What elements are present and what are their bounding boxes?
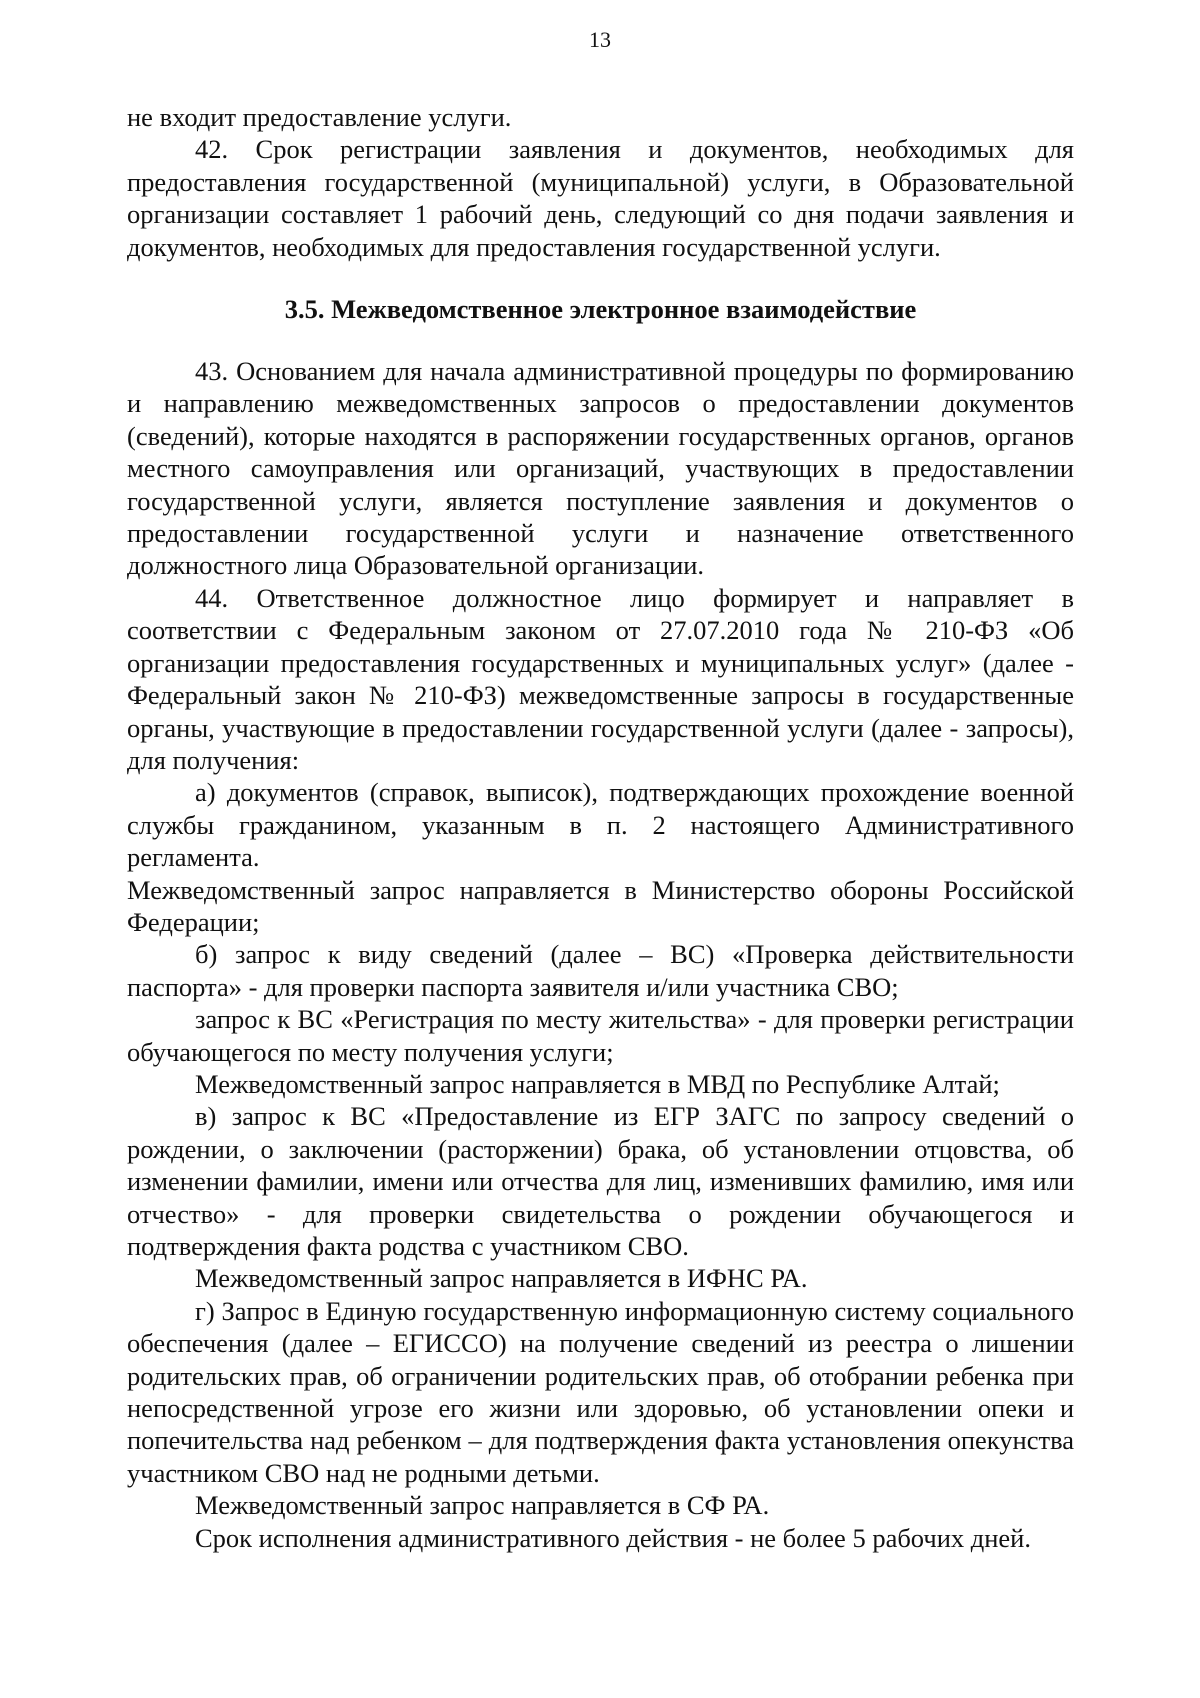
list-item-a: а) документов (справок, выписок), подтверждающих прохождение военной службы гражданином, указанным в п. 2 настоящего Административного регламента. <box>127 777 1074 873</box>
paragraph-43: 43. Основанием для начала административной процедуры по формированию и направлению межведомственных запросов о предоставлении документов (сведений), которые находятся в распоряжении государственных органов, органов местного самоуправления или организаций, участвующих в предоставлении государственной услуги, является поступление заявления и документов о предоставлении государственной услуги и назначение ответственного должностного лица Образовательной организации. <box>127 356 1074 581</box>
paragraph-request-defense: Межведомственный запрос направляется в Министерство обороны Российской Федерации; <box>127 874 1074 937</box>
list-item-g: г) Запрос в Единую государственную информационную систему социального обеспечения (далее – ЕГИССО) на получение сведений из реестра о лишении родительских прав, об ограничении родительских прав, об отобрании ребенка при непосредственной угрозе его жизни или здоровью, об установлении опеки и попечительства над ребенком – для подтверждения факта установления опекунства участником СВО над не родными детьми. <box>127 1295 1074 1488</box>
section-heading: 3.5. Межведомственное электронное взаимодействие <box>284 294 917 325</box>
paragraph-request-ifns: Межведомственный запрос направляется в ИФНС РА. <box>195 1263 808 1294</box>
paragraph-continuation: не входит предоставление услуги. <box>127 102 512 132</box>
document-body <box>127 101 1074 1554</box>
paragraph-request-registration: запрос к ВС «Регистрация по месту жительства» - для проверки регистрации обучающегося по месту получения услуги; <box>127 1004 1074 1067</box>
paragraph-deadline: Срок исполнения административного действия - не более 5 рабочих дней. <box>195 1522 1031 1553</box>
paragraph-request-sf: Межведомственный запрос направляется в СФ РА. <box>195 1490 770 1521</box>
list-item-v: в) запрос к ВС «Предоставление из ЕГР ЗАГС по запросу сведений о рождении, о заключении (расторжении) брака, об установлении отцовства, об изменении фамилии, имени или отчества для лиц, изменивших фамилию, имя или отчество» - для проверки свидетельства о рождении обучающегося и подтверждения факта родства с участником СВО. <box>127 1101 1074 1261</box>
page-number: 13 <box>589 27 611 52</box>
paragraph-44: 44. Ответственное должностное лицо формирует и направляет в соответствии с Федеральным законом от 27.07.2010 года № 210-ФЗ «Об организации предоставления государственных и муниципальных услуг» (далее - Федеральный закон № 210-ФЗ) межведомственные запросы в государственные органы, участвующие в предоставлении государственной услуги (далее - запросы), для получения: <box>127 582 1074 775</box>
paragraph-request-mvd: Межведомственный запрос направляется в МВД по Республике Алтай; <box>195 1068 1000 1099</box>
paragraph-42: 42. Срок регистрации заявления и документов, необходимых для предоставления государственной (муниципальной) услуги, в Образовательной организации составляет 1 рабочий день, следующий со дня подачи заявления и документов, необходимых для предоставления государственной услуги. <box>127 134 1074 262</box>
list-item-b: б) запрос к виду сведений (далее – ВС) «Проверка действительности паспорта» - для проверки паспорта заявителя и/или участника СВО; <box>127 939 1074 1002</box>
